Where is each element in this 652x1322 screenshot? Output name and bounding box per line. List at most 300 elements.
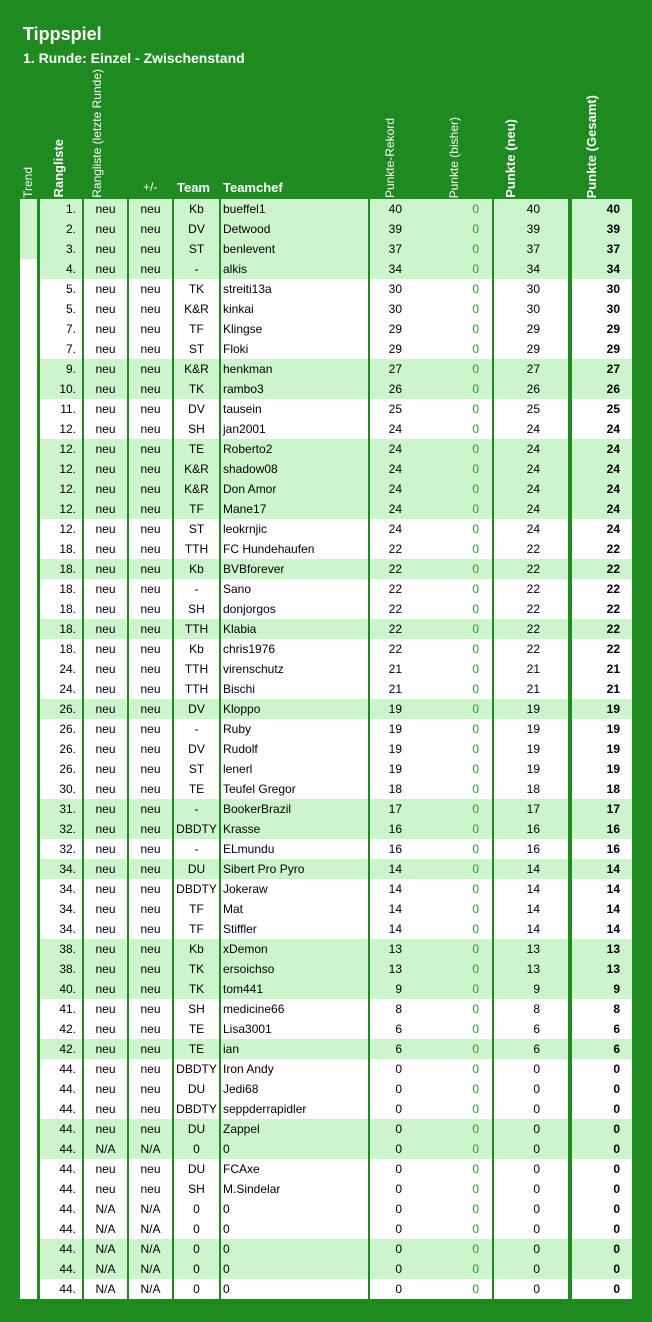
- cell-chef: Lisa3001: [221, 1019, 368, 1039]
- cell-bisher: 0: [412, 1159, 492, 1179]
- cell-rank: 26.: [40, 739, 82, 759]
- cell-rank: 44.: [40, 1139, 82, 1159]
- cell-neu: 22: [494, 639, 568, 659]
- table-row: [0, 359, 652, 379]
- cell-chef: Roberto2: [221, 439, 368, 459]
- cell-prev: neu: [84, 819, 127, 839]
- cell-trend: [20, 1019, 37, 1039]
- cell-rank: 18.: [40, 639, 82, 659]
- cell-rank: 44.: [40, 1239, 82, 1259]
- cell-pm: neu: [129, 519, 172, 539]
- cell-team: SH: [174, 1179, 219, 1199]
- header-trend: Trend: [21, 167, 35, 198]
- cell-neu: 0: [494, 1239, 568, 1259]
- cell-chef: FCAxe: [221, 1159, 368, 1179]
- table-row: [0, 379, 652, 399]
- header-neu: [504, 119, 518, 198]
- cell-rank: 44.: [40, 1219, 82, 1239]
- cell-bisher: 0: [412, 1139, 492, 1159]
- cell-pm: neu: [129, 439, 172, 459]
- cell-bisher: 0: [412, 1239, 492, 1259]
- cell-pm: neu: [129, 879, 172, 899]
- cell-team: -: [174, 839, 219, 859]
- cell-prev: neu: [84, 1159, 127, 1179]
- cell-chef: shadow08: [221, 459, 368, 479]
- cell-neu: 0: [494, 1079, 568, 1099]
- cell-gesamt: 24: [572, 419, 632, 439]
- standings-table: [0, 199, 652, 1299]
- cell-rekord: 0: [370, 1159, 412, 1179]
- cell-trend: [20, 979, 37, 999]
- cell-neu: 14: [494, 899, 568, 919]
- cell-prev: neu: [84, 1059, 127, 1079]
- cell-rank: 44.: [40, 1199, 82, 1219]
- cell-team: 0: [174, 1239, 219, 1259]
- cell-rekord: 22: [370, 639, 412, 659]
- cell-rekord: 0: [370, 1139, 412, 1159]
- cell-chef: tausein: [221, 399, 368, 419]
- cell-bisher: 0: [412, 679, 492, 699]
- cell-trend: [20, 579, 37, 599]
- table-row: [0, 299, 652, 319]
- cell-prev: neu: [84, 439, 127, 459]
- cell-neu: 16: [494, 839, 568, 859]
- cell-bisher: 0: [412, 1199, 492, 1219]
- cell-gesamt: 14: [572, 899, 632, 919]
- cell-rekord: 0: [370, 1179, 412, 1199]
- cell-prev: neu: [84, 739, 127, 759]
- cell-rekord: 24: [370, 419, 412, 439]
- cell-prev: neu: [84, 259, 127, 279]
- cell-team: DU: [174, 859, 219, 879]
- cell-prev: neu: [84, 459, 127, 479]
- cell-chef: Kloppo: [221, 699, 368, 719]
- cell-rank: 44.: [40, 1079, 82, 1099]
- header-gesamt-line2: (Gesamt): [584, 94, 599, 152]
- cell-chef: kinkai: [221, 299, 368, 319]
- cell-team: DBDTY: [174, 879, 219, 899]
- table-row: [0, 419, 652, 439]
- cell-pm: N/A: [129, 1239, 172, 1259]
- cell-rekord: 27: [370, 359, 412, 379]
- cell-gesamt: 0: [572, 1159, 632, 1179]
- cell-prev: neu: [84, 699, 127, 719]
- cell-gesamt: 24: [572, 439, 632, 459]
- cell-gesamt: 24: [572, 519, 632, 539]
- cell-prev: N/A: [84, 1219, 127, 1239]
- cell-trend: [20, 319, 37, 339]
- cell-chef: ELmundu: [221, 839, 368, 859]
- cell-pm: neu: [129, 939, 172, 959]
- cell-neu: 19: [494, 699, 568, 719]
- cell-prev: neu: [84, 1179, 127, 1199]
- cell-pm: neu: [129, 699, 172, 719]
- page-title: Tippspiel: [23, 24, 102, 44]
- cell-neu: 24: [494, 439, 568, 459]
- cell-neu: 0: [494, 1279, 568, 1299]
- cell-bisher: 0: [412, 1119, 492, 1139]
- cell-gesamt: 22: [572, 639, 632, 659]
- cell-pm: neu: [129, 219, 172, 239]
- cell-rank: 12.: [40, 479, 82, 499]
- cell-gesamt: 29: [572, 319, 632, 339]
- cell-team: TE: [174, 439, 219, 459]
- cell-chef: jan2001: [221, 419, 368, 439]
- cell-prev: neu: [84, 1039, 127, 1059]
- cell-gesamt: 17: [572, 799, 632, 819]
- cell-gesamt: 18: [572, 779, 632, 799]
- cell-rekord: 14: [370, 899, 412, 919]
- cell-neu: 24: [494, 479, 568, 499]
- cell-gesamt: 16: [572, 819, 632, 839]
- cell-neu: 22: [494, 599, 568, 619]
- cell-bisher: 0: [412, 1279, 492, 1299]
- cell-chef: ian: [221, 1039, 368, 1059]
- cell-bisher: 0: [412, 719, 492, 739]
- cell-prev: neu: [84, 779, 127, 799]
- cell-chef: Sibert Pro Pyro: [221, 859, 368, 879]
- cell-gesamt: 30: [572, 279, 632, 299]
- cell-pm: neu: [129, 239, 172, 259]
- cell-rank: 32.: [40, 839, 82, 859]
- cell-trend: [20, 1199, 37, 1219]
- cell-rekord: 24: [370, 499, 412, 519]
- cell-gesamt: 39: [572, 219, 632, 239]
- cell-pm: neu: [129, 1159, 172, 1179]
- cell-rekord: 24: [370, 459, 412, 479]
- cell-pm: neu: [129, 319, 172, 339]
- cell-prev: neu: [84, 359, 127, 379]
- cell-team: K&R: [174, 479, 219, 499]
- cell-chef: Krasse: [221, 819, 368, 839]
- cell-team: DBDTY: [174, 1059, 219, 1079]
- cell-rekord: 13: [370, 939, 412, 959]
- header-bisher-line2: (bisher): [447, 116, 461, 158]
- cell-trend: [20, 499, 37, 519]
- cell-neu: 17: [494, 799, 568, 819]
- cell-bisher: 0: [412, 739, 492, 759]
- cell-trend: [20, 239, 37, 259]
- cell-trend: [20, 439, 37, 459]
- cell-team: 0: [174, 1219, 219, 1239]
- cell-neu: 18: [494, 779, 568, 799]
- cell-pm: neu: [129, 619, 172, 639]
- cell-neu: 14: [494, 879, 568, 899]
- table-row: [0, 819, 652, 839]
- cell-prev: neu: [84, 499, 127, 519]
- cell-neu: 39: [494, 219, 568, 239]
- cell-pm: neu: [129, 459, 172, 479]
- cell-pm: neu: [129, 659, 172, 679]
- cell-prev: neu: [84, 639, 127, 659]
- cell-trend: [20, 399, 37, 419]
- cell-prev: neu: [84, 1019, 127, 1039]
- cell-team: DU: [174, 1159, 219, 1179]
- cell-bisher: 0: [412, 779, 492, 799]
- cell-trend: [20, 539, 37, 559]
- cell-pm: neu: [129, 979, 172, 999]
- cell-trend: [20, 899, 37, 919]
- cell-bisher: 0: [412, 919, 492, 939]
- cell-chef: Teufel Gregor: [221, 779, 368, 799]
- table-row: [0, 1079, 652, 1099]
- cell-bisher: 0: [412, 539, 492, 559]
- table-row: [0, 519, 652, 539]
- cell-neu: 30: [494, 279, 568, 299]
- cell-bisher: 0: [412, 199, 492, 219]
- cell-pm: neu: [129, 499, 172, 519]
- table-row: [0, 439, 652, 459]
- cell-team: ST: [174, 759, 219, 779]
- cell-bisher: 0: [412, 1099, 492, 1119]
- cell-rank: 44.: [40, 1059, 82, 1079]
- cell-prev: neu: [84, 679, 127, 699]
- cell-prev: neu: [84, 299, 127, 319]
- cell-bisher: 0: [412, 339, 492, 359]
- header-plusminus: +/-: [143, 180, 158, 194]
- cell-prev: neu: [84, 339, 127, 359]
- cell-gesamt: 13: [572, 959, 632, 979]
- cell-gesamt: 0: [572, 1279, 632, 1299]
- cell-rekord: 6: [370, 1019, 412, 1039]
- cell-chef: Ruby: [221, 719, 368, 739]
- cell-team: TTH: [174, 539, 219, 559]
- cell-neu: 29: [494, 339, 568, 359]
- cell-pm: neu: [129, 559, 172, 579]
- cell-trend: [20, 1179, 37, 1199]
- cell-gesamt: 27: [572, 359, 632, 379]
- cell-rekord: 24: [370, 479, 412, 499]
- cell-rekord: 13: [370, 959, 412, 979]
- cell-gesamt: 22: [572, 559, 632, 579]
- cell-neu: 0: [494, 1059, 568, 1079]
- cell-trend: [20, 1059, 37, 1079]
- cell-rekord: 34: [370, 259, 412, 279]
- cell-chef: M.Sindelar: [221, 1179, 368, 1199]
- cell-chef: streiti13a: [221, 279, 368, 299]
- cell-rank: 38.: [40, 959, 82, 979]
- cell-team: -: [174, 799, 219, 819]
- cell-team: Kb: [174, 639, 219, 659]
- cell-team: Kb: [174, 939, 219, 959]
- header-gesamt: [585, 95, 599, 198]
- cell-team: DV: [174, 219, 219, 239]
- cell-prev: N/A: [84, 1279, 127, 1299]
- table-row: [0, 879, 652, 899]
- cell-bisher: 0: [412, 359, 492, 379]
- cell-rank: 30.: [40, 779, 82, 799]
- cell-bisher: 0: [412, 699, 492, 719]
- cell-prev: neu: [84, 559, 127, 579]
- cell-rekord: 16: [370, 839, 412, 859]
- cell-bisher: 0: [412, 1019, 492, 1039]
- cell-prev: neu: [84, 839, 127, 859]
- cell-rekord: 40: [370, 199, 412, 219]
- cell-neu: 19: [494, 759, 568, 779]
- cell-neu: 21: [494, 679, 568, 699]
- cell-rekord: 0: [370, 1239, 412, 1259]
- table-row: [0, 1119, 652, 1139]
- cell-bisher: 0: [412, 1079, 492, 1099]
- cell-pm: neu: [129, 1179, 172, 1199]
- table-row: [0, 459, 652, 479]
- cell-rekord: 14: [370, 919, 412, 939]
- cell-gesamt: 6: [572, 1019, 632, 1039]
- cell-chef: donjorgos: [221, 599, 368, 619]
- cell-chef: Don Amor: [221, 479, 368, 499]
- cell-gesamt: 0: [572, 1059, 632, 1079]
- cell-chef: seppderrapidler: [221, 1099, 368, 1119]
- cell-neu: 25: [494, 399, 568, 419]
- header-rangliste-prev: [90, 69, 104, 198]
- cell-trend: [20, 1219, 37, 1239]
- cell-gesamt: 13: [572, 939, 632, 959]
- table-row: [0, 979, 652, 999]
- cell-bisher: 0: [412, 519, 492, 539]
- cell-rank: 26.: [40, 759, 82, 779]
- cell-pm: neu: [129, 579, 172, 599]
- header-bisher-line1: Punkte: [447, 160, 461, 198]
- table-row: [0, 339, 652, 359]
- table-row: [0, 1279, 652, 1299]
- table-row: [0, 1099, 652, 1119]
- cell-rank: 44.: [40, 1159, 82, 1179]
- table-row: [0, 599, 652, 619]
- cell-neu: 6: [494, 1019, 568, 1039]
- cell-team: TK: [174, 279, 219, 299]
- table-row: [0, 899, 652, 919]
- cell-trend: [20, 639, 37, 659]
- cell-pm: neu: [129, 539, 172, 559]
- cell-gesamt: 14: [572, 879, 632, 899]
- cell-prev: neu: [84, 919, 127, 939]
- table-row: [0, 999, 652, 1019]
- cell-team: TE: [174, 779, 219, 799]
- cell-team: TK: [174, 959, 219, 979]
- cell-prev: neu: [84, 959, 127, 979]
- cell-neu: 16: [494, 819, 568, 839]
- cell-prev: neu: [84, 519, 127, 539]
- cell-chef: Rudolf: [221, 739, 368, 759]
- table-row: [0, 1019, 652, 1039]
- table-row: [0, 719, 652, 739]
- cell-gesamt: 19: [572, 759, 632, 779]
- cell-team: ST: [174, 339, 219, 359]
- cell-trend: [20, 419, 37, 439]
- cell-neu: 24: [494, 419, 568, 439]
- cell-neu: 24: [494, 459, 568, 479]
- cell-team: DV: [174, 739, 219, 759]
- cell-rekord: 24: [370, 519, 412, 539]
- cell-gesamt: 9: [572, 979, 632, 999]
- cell-rank: 44.: [40, 1179, 82, 1199]
- cell-rank: 26.: [40, 699, 82, 719]
- cell-neu: 22: [494, 539, 568, 559]
- cell-bisher: 0: [412, 859, 492, 879]
- cell-pm: N/A: [129, 1259, 172, 1279]
- cell-prev: N/A: [84, 1259, 127, 1279]
- cell-rank: 24.: [40, 659, 82, 679]
- cell-rank: 7.: [40, 339, 82, 359]
- cell-gesamt: 24: [572, 479, 632, 499]
- cell-bisher: 0: [412, 639, 492, 659]
- cell-team: -: [174, 719, 219, 739]
- cell-bisher: 0: [412, 499, 492, 519]
- cell-prev: neu: [84, 539, 127, 559]
- cell-gesamt: 22: [572, 539, 632, 559]
- header-rekord: Punkte-Rekord: [383, 117, 397, 198]
- cell-neu: 0: [494, 1119, 568, 1139]
- cell-trend: [20, 719, 37, 739]
- cell-prev: neu: [84, 1079, 127, 1099]
- cell-rank: 1.: [40, 199, 82, 219]
- cell-gesamt: 25: [572, 399, 632, 419]
- cell-neu: 13: [494, 939, 568, 959]
- cell-rekord: 37: [370, 239, 412, 259]
- cell-pm: neu: [129, 919, 172, 939]
- cell-gesamt: 22: [572, 579, 632, 599]
- cell-trend: [20, 1279, 37, 1299]
- table-row: [0, 319, 652, 339]
- cell-rank: 42.: [40, 1039, 82, 1059]
- cell-chef: Sano: [221, 579, 368, 599]
- cell-team: TE: [174, 1019, 219, 1039]
- cell-bisher: 0: [412, 419, 492, 439]
- header-gesamt-line1: Punkte: [584, 154, 599, 198]
- cell-rekord: 0: [370, 1079, 412, 1099]
- cell-chef: henkman: [221, 359, 368, 379]
- cell-chef: chris1976: [221, 639, 368, 659]
- cell-rekord: 0: [370, 1059, 412, 1079]
- cell-gesamt: 0: [572, 1099, 632, 1119]
- cell-trend: [20, 559, 37, 579]
- cell-pm: neu: [129, 1079, 172, 1099]
- table-row: [0, 1059, 652, 1079]
- cell-team: DBDTY: [174, 1099, 219, 1119]
- cell-neu: 0: [494, 1159, 568, 1179]
- cell-rank: 5.: [40, 299, 82, 319]
- cell-gesamt: 29: [572, 339, 632, 359]
- cell-prev: neu: [84, 799, 127, 819]
- cell-trend: [20, 759, 37, 779]
- cell-team: SH: [174, 419, 219, 439]
- cell-rekord: 22: [370, 559, 412, 579]
- cell-gesamt: 0: [572, 1219, 632, 1239]
- cell-prev: neu: [84, 659, 127, 679]
- cell-trend: [20, 279, 37, 299]
- cell-rekord: 0: [370, 1199, 412, 1219]
- cell-prev: N/A: [84, 1199, 127, 1219]
- cell-rekord: 19: [370, 699, 412, 719]
- cell-trend: [20, 619, 37, 639]
- cell-prev: neu: [84, 379, 127, 399]
- cell-rank: 34.: [40, 859, 82, 879]
- cell-neu: 8: [494, 999, 568, 1019]
- cell-chef: xDemon: [221, 939, 368, 959]
- cell-bisher: 0: [412, 239, 492, 259]
- cell-team: ST: [174, 519, 219, 539]
- cell-team: 0: [174, 1259, 219, 1279]
- table-row: [0, 559, 652, 579]
- cell-trend: [20, 699, 37, 719]
- cell-prev: neu: [84, 999, 127, 1019]
- cell-team: TF: [174, 319, 219, 339]
- cell-team: K&R: [174, 459, 219, 479]
- table-row: [0, 1139, 652, 1159]
- cell-prev: neu: [84, 419, 127, 439]
- cell-gesamt: 19: [572, 739, 632, 759]
- table-row: [0, 639, 652, 659]
